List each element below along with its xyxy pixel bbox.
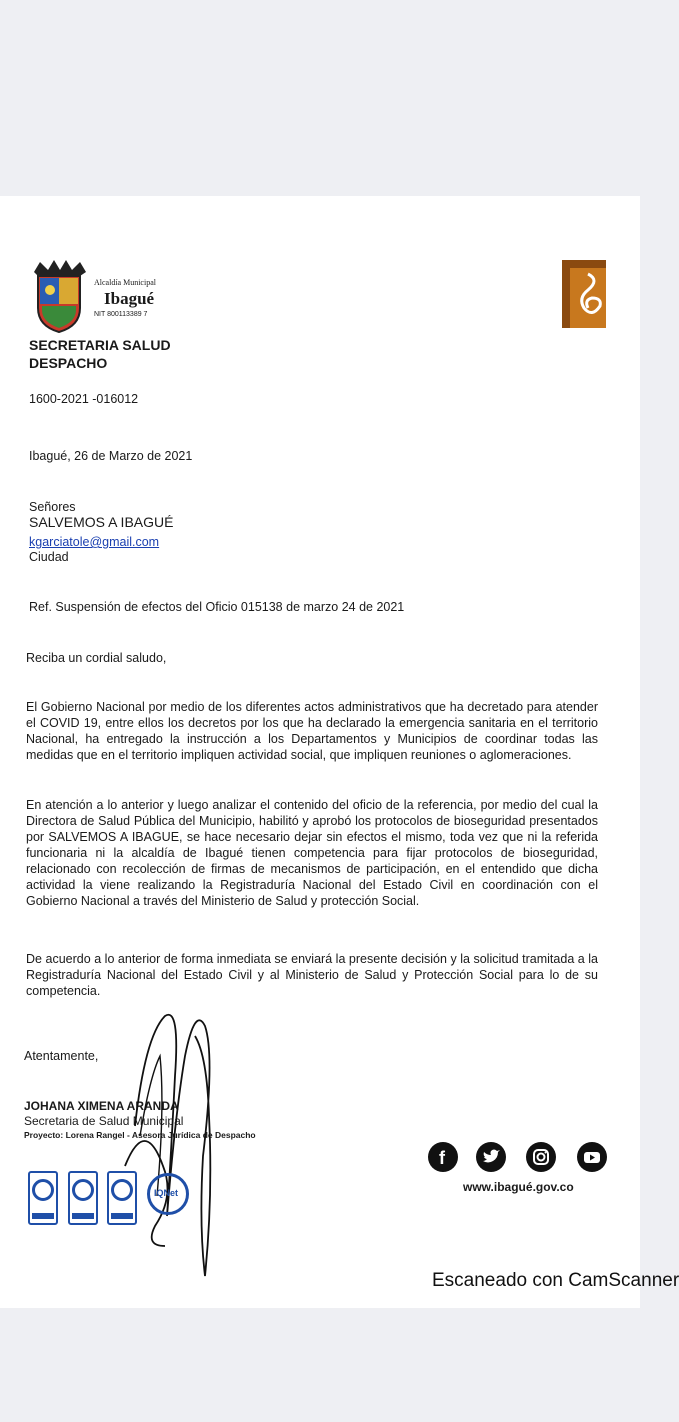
- nit-number: NIT 800113389 7: [94, 311, 148, 318]
- youtube-icon[interactable]: [577, 1142, 607, 1172]
- signer-title: Secretaria de Salud Municipal: [24, 1114, 184, 1128]
- recipient-name: SALVEMOS A IBAGUÉ: [29, 514, 174, 530]
- greeting: Reciba un cordial saludo,: [26, 651, 167, 665]
- ibague-coat-of-arms-logo: [30, 260, 88, 334]
- signer-name: JOHANA XIMENA ARANDA: [24, 1099, 179, 1113]
- instagram-icon[interactable]: [526, 1142, 556, 1172]
- handwritten-signature: [105, 996, 245, 1286]
- recipient-salutation: Señores: [29, 500, 76, 514]
- twitter-icon[interactable]: [476, 1142, 506, 1172]
- reference-number: 1600-2021 -016012: [29, 392, 139, 406]
- icontec-badge-3: [107, 1171, 137, 1225]
- icontec-badge-1: [28, 1171, 58, 1225]
- alcaldia-logo-text: [94, 278, 156, 318]
- icontec-badge-2: [68, 1171, 98, 1225]
- website-link[interactable]: www.ibagué.gov.co: [463, 1180, 574, 1194]
- project-line: Proyecto: Lorena Rangel - Asesora Jurídica de Despacho: [24, 1130, 256, 1140]
- recipient-email[interactable]: kgarciatole@gmail.com: [29, 535, 160, 549]
- camscanner-watermark: Escaneado con CamScanner: [432, 1270, 679, 1291]
- place-date: Ibagué, 26 de Marzo de 2021: [29, 449, 193, 463]
- reference-line: Ref. Suspensión de efectos del Oficio 015138 de marzo 24 de 2021: [29, 600, 405, 614]
- svg-text:f: f: [439, 1148, 445, 1168]
- facebook-icon[interactable]: [428, 1142, 458, 1172]
- paragraph-1: El Gobierno Nacional por medio de los diferentes actos administrativos que ha decretado para atender el COVID 19, entre ellos los decretos por los que ha declarado la emergencia sanitaria en el territorio Nacional, ha entregado la instrucción a los Departamentos y Municipios de coordinar todas las medidas que en el territorio impliquen actividad social, que impliquen reuniones o aglomeraciones.: [26, 700, 598, 762]
- music-capital-logo: [562, 260, 606, 328]
- scanned-letter-page: [0, 196, 640, 1308]
- iqnet-badge: [147, 1173, 189, 1215]
- recipient-city: Ciudad: [29, 550, 69, 564]
- iqnet-label: IQNet: [154, 1188, 179, 1198]
- city-name: Ibagué: [104, 289, 155, 308]
- alcaldia-label: Alcaldía Municipal: [94, 278, 156, 287]
- office-title: DESPACHO: [29, 355, 108, 371]
- paragraph-3: De acuerdo a lo anterior de forma inmediata se enviará la presente decisión y la solicitud tramitada a la Registraduría Nacional del Estado Civil y al Ministerio de Salud y Protección Social para lo de su competencia.: [26, 952, 598, 998]
- closing: Atentamente,: [24, 1049, 99, 1063]
- paragraph-2: En atención a lo anterior y luego analizar el contenido del oficio de la referencia, por medio del cual la Directora de Salud Pública del Municipio, habilitó y aprobó los protocolos de bioseguridad presentados por SALVEMOS A IBAGUE, se hace necesario dejar sin efectos el mismo, toda vez que ni la referida funcionaria ni la alcaldía de Ibagué tienen competencia para fijar protocolos de bioseguridad, relacionado con recolección de firmas de mecanismos de participación, en el entendido que dicha actividad la viene realizando la Registraduría Nacional del Estado Civil en coordinación con el Gobierno Nacional a través del Ministerio de Salud y protección Social.: [26, 798, 598, 908]
- department-title: SECRETARIA SALUD: [29, 337, 171, 353]
